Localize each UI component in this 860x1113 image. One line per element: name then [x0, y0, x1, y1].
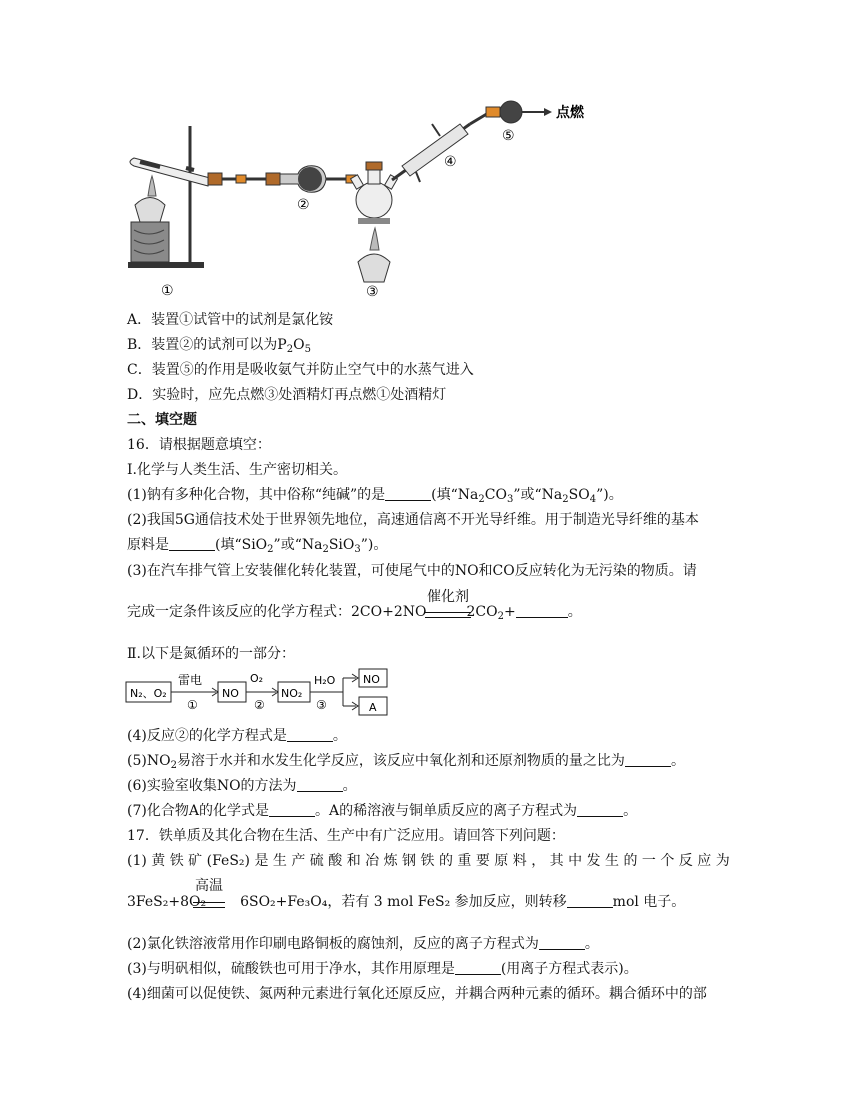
cycle-arrow2-bottom: ②	[254, 698, 265, 712]
label-3: ③	[366, 284, 379, 300]
cycle-box-no-product: NO	[363, 673, 380, 686]
q16-7: (7)化合物A的化学式是 。A的稀溶液与铜单质反应的离子方程式为 。	[127, 803, 638, 819]
q17-3: (3)与明矾相似，硫酸铁也可用于净水，其作用原理是 (用离子方程式表示)。	[127, 961, 638, 977]
q17-2: (2)氯化铁溶液常用作印刷电路铜板的腐蚀剂，反应的离子方程式为 。	[127, 936, 599, 952]
answer-blank	[625, 754, 671, 767]
iron-stand-base	[128, 262, 204, 268]
answer-blank	[516, 605, 568, 618]
q17-4: (4)细菌可以促使铁、氮两种元素进行氧化还原反应，并耦合两种元素的循环。耦合循环中的部	[127, 986, 707, 1002]
answer-blank	[287, 729, 333, 742]
q16-3-line2: 完成一定条件该反应的化学方程式：2CO+2NO $2CO_2+$ 。	[127, 604, 582, 622]
answer-blank	[567, 895, 613, 908]
option-a: A．装置①试管中的试剂是氯化铵	[127, 312, 334, 328]
option-b: B．装置②的试剂可以为$P_2O_5$	[127, 337, 311, 355]
cycle-box-no: NO	[222, 687, 239, 700]
catalyst-label: 催化剂	[427, 589, 469, 605]
q16-2-line2: 原料是 (填“SiO$_2$”或“$Na_2SiO_3$”)。	[127, 537, 388, 555]
equation-sign	[425, 612, 471, 618]
q17-1-line1: (1) 黄 铁 矿 (FeS₂) 是 生 产 硫 酸 和 冶 炼 钢 铁 的 重 要 原 料 ， 其 中 发 生 的 一 个 反 应 为	[127, 853, 730, 869]
q17-1-line2: 3FeS₂+8O₂ 6SO₂+Fe₃O₄，若有 3 mol FeS₂ 参加反应，则转移 mol 电子。	[127, 894, 686, 910]
three-neck-flask	[356, 182, 392, 218]
cycle-box-a: A	[369, 701, 377, 714]
label-4: ④	[444, 154, 457, 170]
cycle-box-no2: NO₂	[281, 687, 303, 700]
q16-1: (1)钠有多种化合物，其中俗称“纯碱”的是 (填“$Na_2CO_3$”或“$Na_2SO_4$”)。	[127, 487, 623, 505]
label-5: ⑤	[502, 128, 515, 144]
condenser-4	[402, 124, 468, 176]
cycle-arrow1-bottom: ①	[187, 698, 198, 712]
q16-3-line1: (3)在汽车排气管上安装催化转化装置，可使尾气中的NO和CO反应转化为无污染的物质。请	[127, 563, 697, 579]
label-2: ②	[297, 197, 310, 213]
option-c: C．装置⑤的作用是吸收氨气并防止空气中的水蒸气进入	[127, 362, 474, 378]
equation-sign	[193, 902, 225, 908]
cycle-box-n2o2: N₂、O₂	[130, 687, 167, 700]
answer-blank	[455, 962, 501, 975]
answer-blank	[539, 937, 585, 950]
q16-part2: Ⅱ.以下是氮循环的一部分：	[127, 646, 295, 662]
answer-blank	[297, 779, 343, 792]
answer-blank	[169, 538, 215, 551]
answer-blank	[385, 488, 431, 501]
alcohol-lamp-1	[135, 198, 165, 223]
answer-blank	[577, 804, 623, 817]
q16-6: (6)实验室收集NO的方法为 。	[127, 778, 357, 794]
wood-block	[131, 222, 169, 262]
answer-blank	[269, 804, 315, 817]
nitrogen-cycle-diagram	[120, 668, 420, 720]
cycle-arrow1-top: 雷电	[178, 673, 203, 687]
q16-4: (4)反应②的化学方程式是 。	[127, 728, 347, 744]
q16-title: 16．请根据题意填空：	[127, 437, 271, 453]
apparatus-diagram	[0, 0, 860, 300]
label-1: ①	[161, 283, 174, 299]
q16-2-line1: (2)我国5G通信技术处于世界领先地位，高速通信离不开光导纤维。用于制造光导纤维的基本	[127, 512, 699, 528]
drying-ball-5	[500, 101, 522, 123]
cycle-arrow2-top: O₂	[250, 672, 264, 685]
q17-title: 17．铁单质及其化合物在生活、生产中有广泛应用。请回答下列问题：	[127, 828, 565, 844]
option-d: D．实验时，应先点燃③处酒精灯再点燃①处酒精灯	[127, 387, 447, 403]
q16-part1: Ⅰ.化学与人类生活、生产密切相关。	[127, 462, 347, 478]
cycle-arrow3-top: H₂O	[314, 674, 336, 687]
alcohol-lamp-3	[358, 254, 390, 282]
ignite-label: 点燃	[556, 105, 584, 121]
cycle-arrow3-bottom: ③	[316, 698, 327, 712]
section-heading: 二、填空题	[127, 412, 197, 428]
q16-5: $(5)NO_2$易溶于水并和水发生化学反应，该反应中氧化剂和还原剂物质的量之比为 。	[127, 753, 685, 771]
high-temp-label: 高温	[195, 878, 223, 894]
